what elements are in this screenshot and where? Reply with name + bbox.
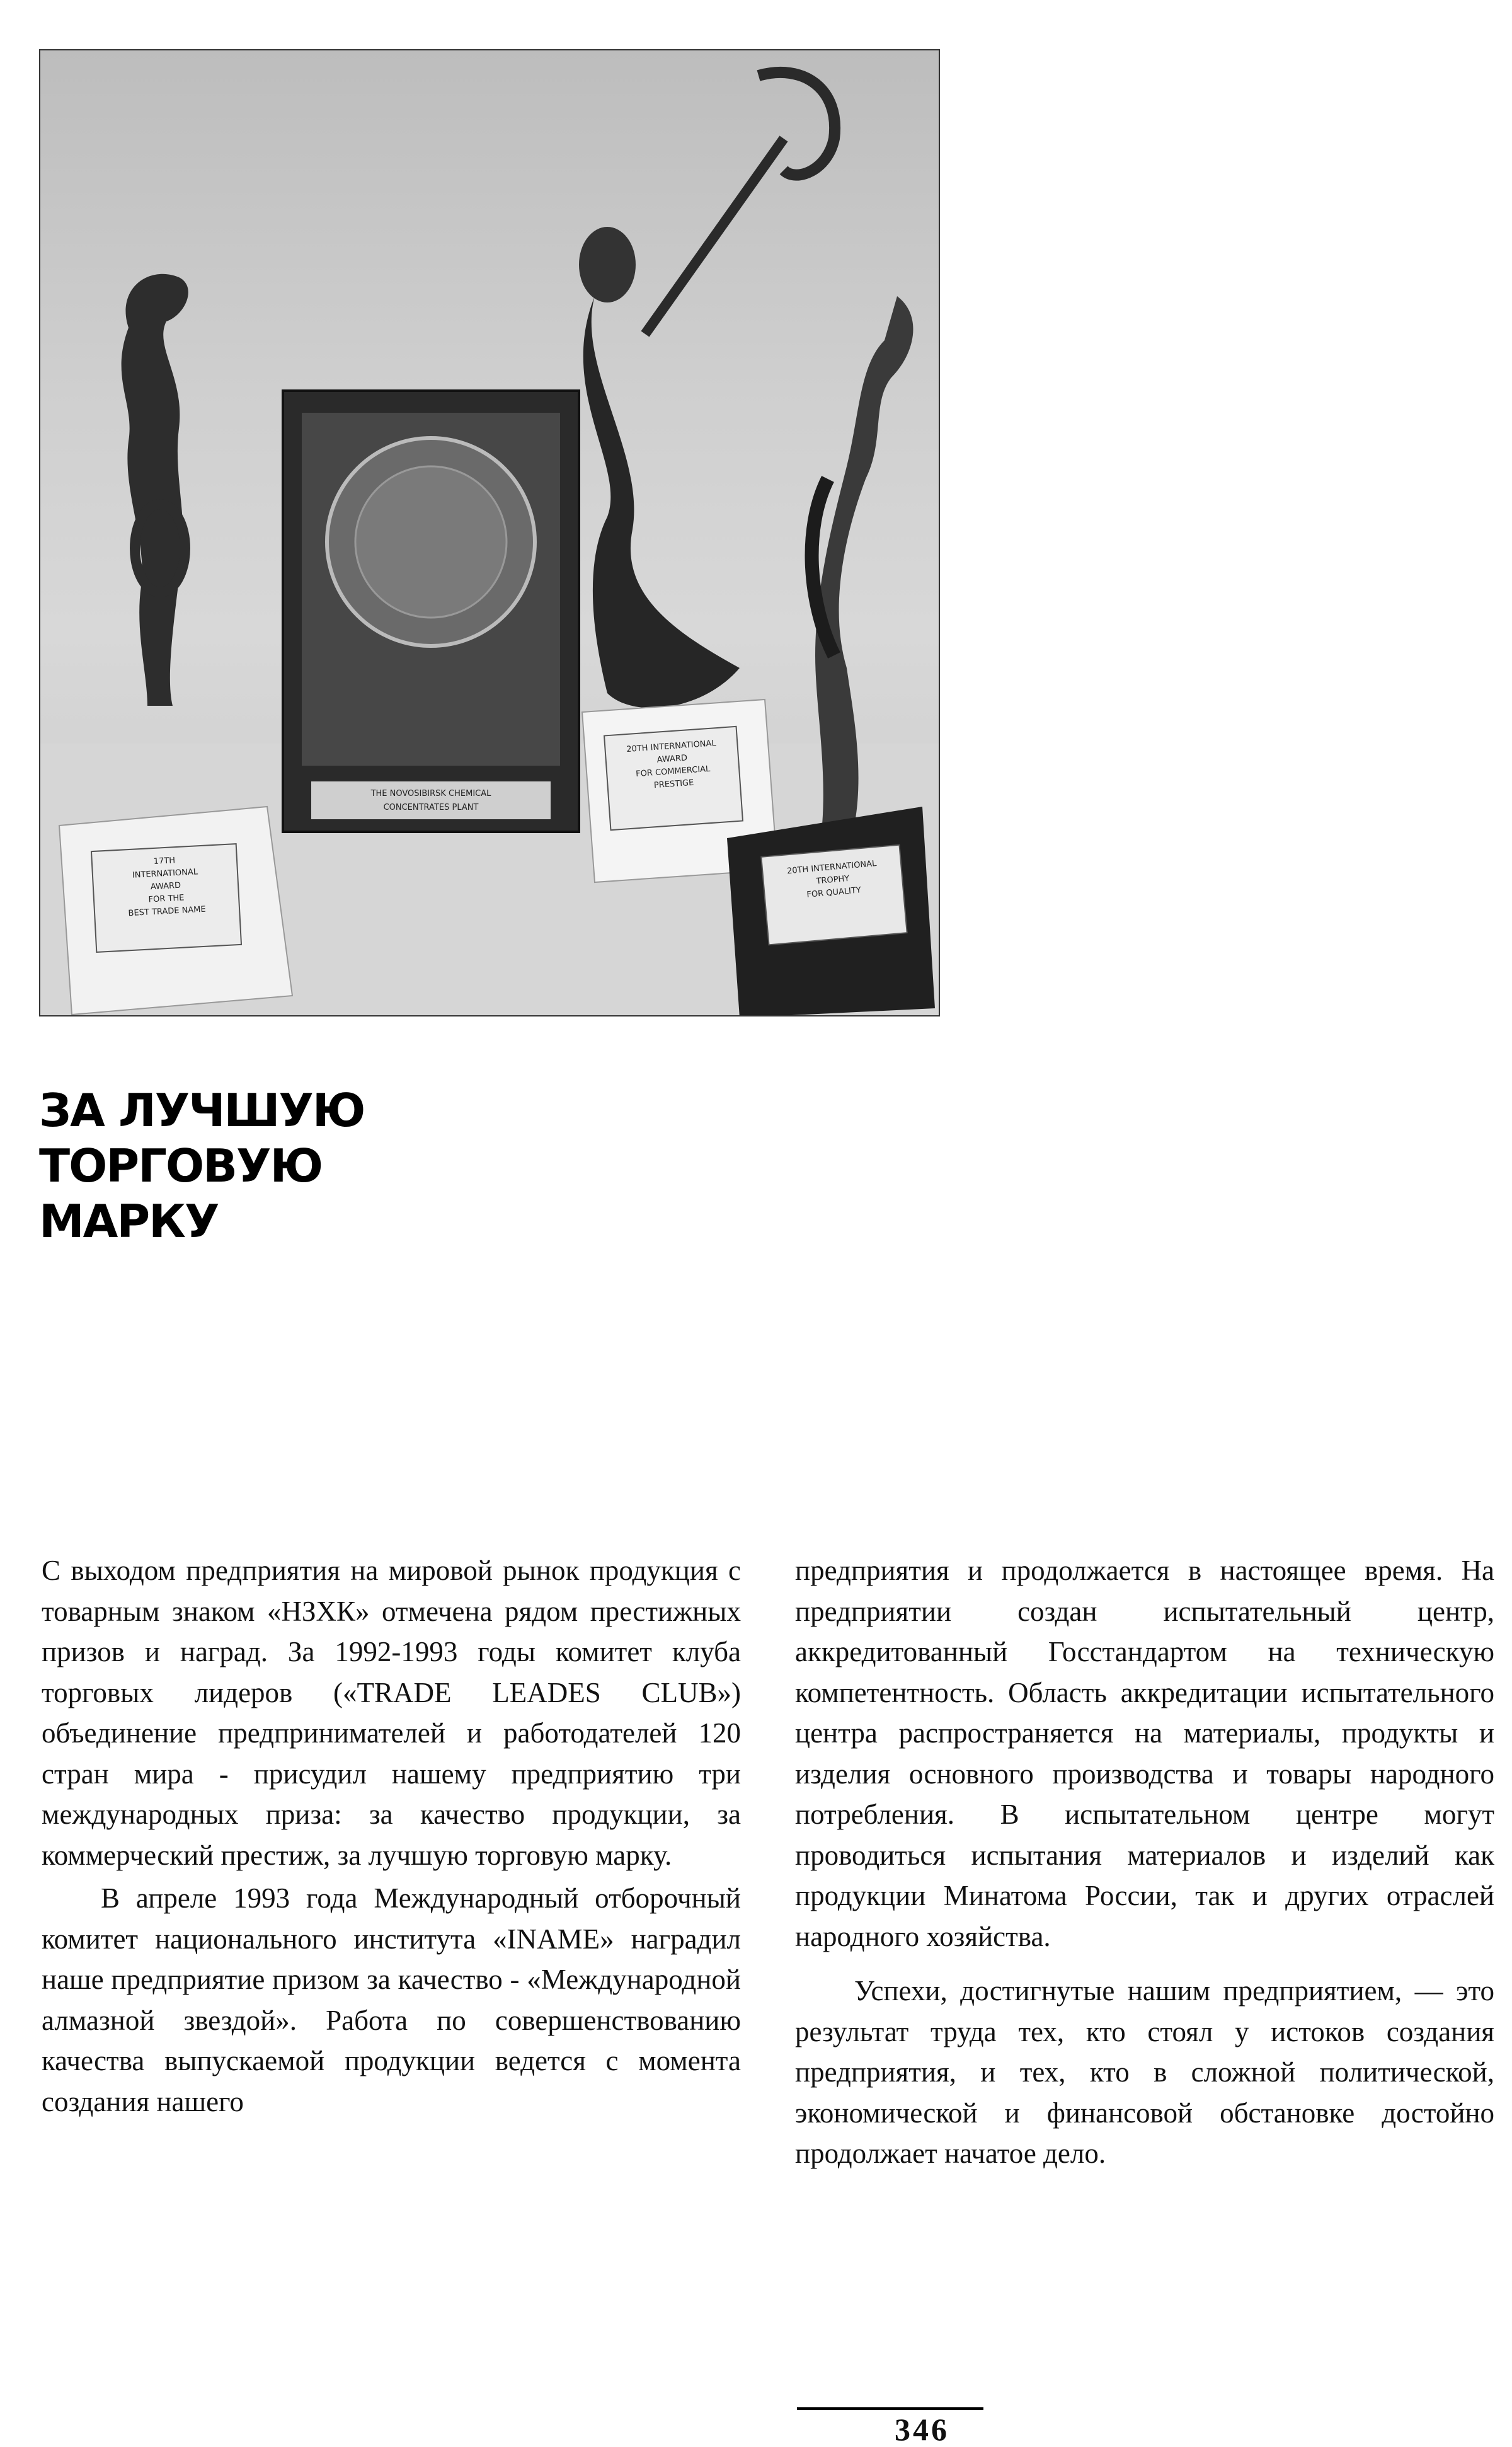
right-top-plaque-line3: FOR COMMERCIAL <box>635 764 711 780</box>
paragraph-right-2: Успехи, достигнутые нашим предприятием, — это результат труда тех, кто стоял у истоков создания предприятия, и тех, кто в сложной политической, экономической и финансовой обстановке достойно продолжает начатое дело. <box>795 1975 1494 2169</box>
paragraph-left-1: С выходом предприятия на мировой рынок продукция с товарным знаком «НЗХК» отмечена рядом престижных призов и наград. За 1992-1993 годы комитет клуба торговых лидеров («TRADE LEADES CLUB») объединение предпринимателей и работодателей 120 стран мира - присудил нашему предприятию три международных приза: за качество продукции, за коммерческий престиж, за лучшую торговую марку. <box>42 1555 741 1871</box>
page-number-rule <box>797 2407 983 2410</box>
paragraph-left-2: В апреле 1993 года Международный отборочный комитет национального института «INAME» наградил наше предприятие призом за качество - «Международной алмазной звездой». Работа по совершенствованию качества выпускаемой продукции ведется с момента создания нашего <box>42 1882 741 2117</box>
left-plaque-line2: INTERNATIONAL <box>132 867 198 880</box>
paragraph-right-1: предприятия и продолжается в настоящее время. На предприятии создан испытательный центр, аккредитованный Госстандартом на техническую компетентность. Область аккредитации испытательного центра распространяется на материалы, продукты и изделия основного производства и товары народного потребления. В испытательном центре могут проводиться испытания материалов и изделий как продукции Минатома России, так и других отраслей народного хозяйства. <box>795 1555 1494 1952</box>
left-plaque-line4: FOR THE <box>148 893 185 905</box>
right-front-plaque-line3: FOR QUALITY <box>806 885 862 900</box>
center-plaque-line2: CONCENTRATES PLANT <box>383 803 479 812</box>
text-column-right <box>795 1550 1494 2174</box>
heading-line-1: ЗА ЛУЧШУЮ <box>39 1084 365 1137</box>
right-front-plaque-line1: 20TH INTERNATIONAL <box>786 858 877 877</box>
right-top-plaque-line4: PRESTIGE <box>653 778 694 791</box>
right-front-plaque-line2: TROPHY <box>816 873 850 887</box>
trophies-illustration <box>40 50 940 1016</box>
center-plaque-line1: THE NOVOSIBIRSK CHEMICAL <box>370 789 491 798</box>
article-heading <box>39 1083 606 1249</box>
left-plaque-line5: BEST TRADE NAME <box>128 904 207 919</box>
heading-line-2: ТОРГОВУЮ <box>39 1139 323 1192</box>
text-column-left <box>42 1550 741 2122</box>
page-number: 346 <box>895 2412 949 2447</box>
trophies-photo <box>39 49 940 1016</box>
right-top-plaque-line2: AWARD <box>656 753 688 765</box>
right-top-plaque-line1: 20TH INTERNATIONAL <box>626 739 717 755</box>
left-plaque-line3: AWARD <box>150 880 181 892</box>
left-plaque-line1: 17TH <box>153 856 176 867</box>
heading-line-3: МАРКУ <box>39 1195 219 1248</box>
